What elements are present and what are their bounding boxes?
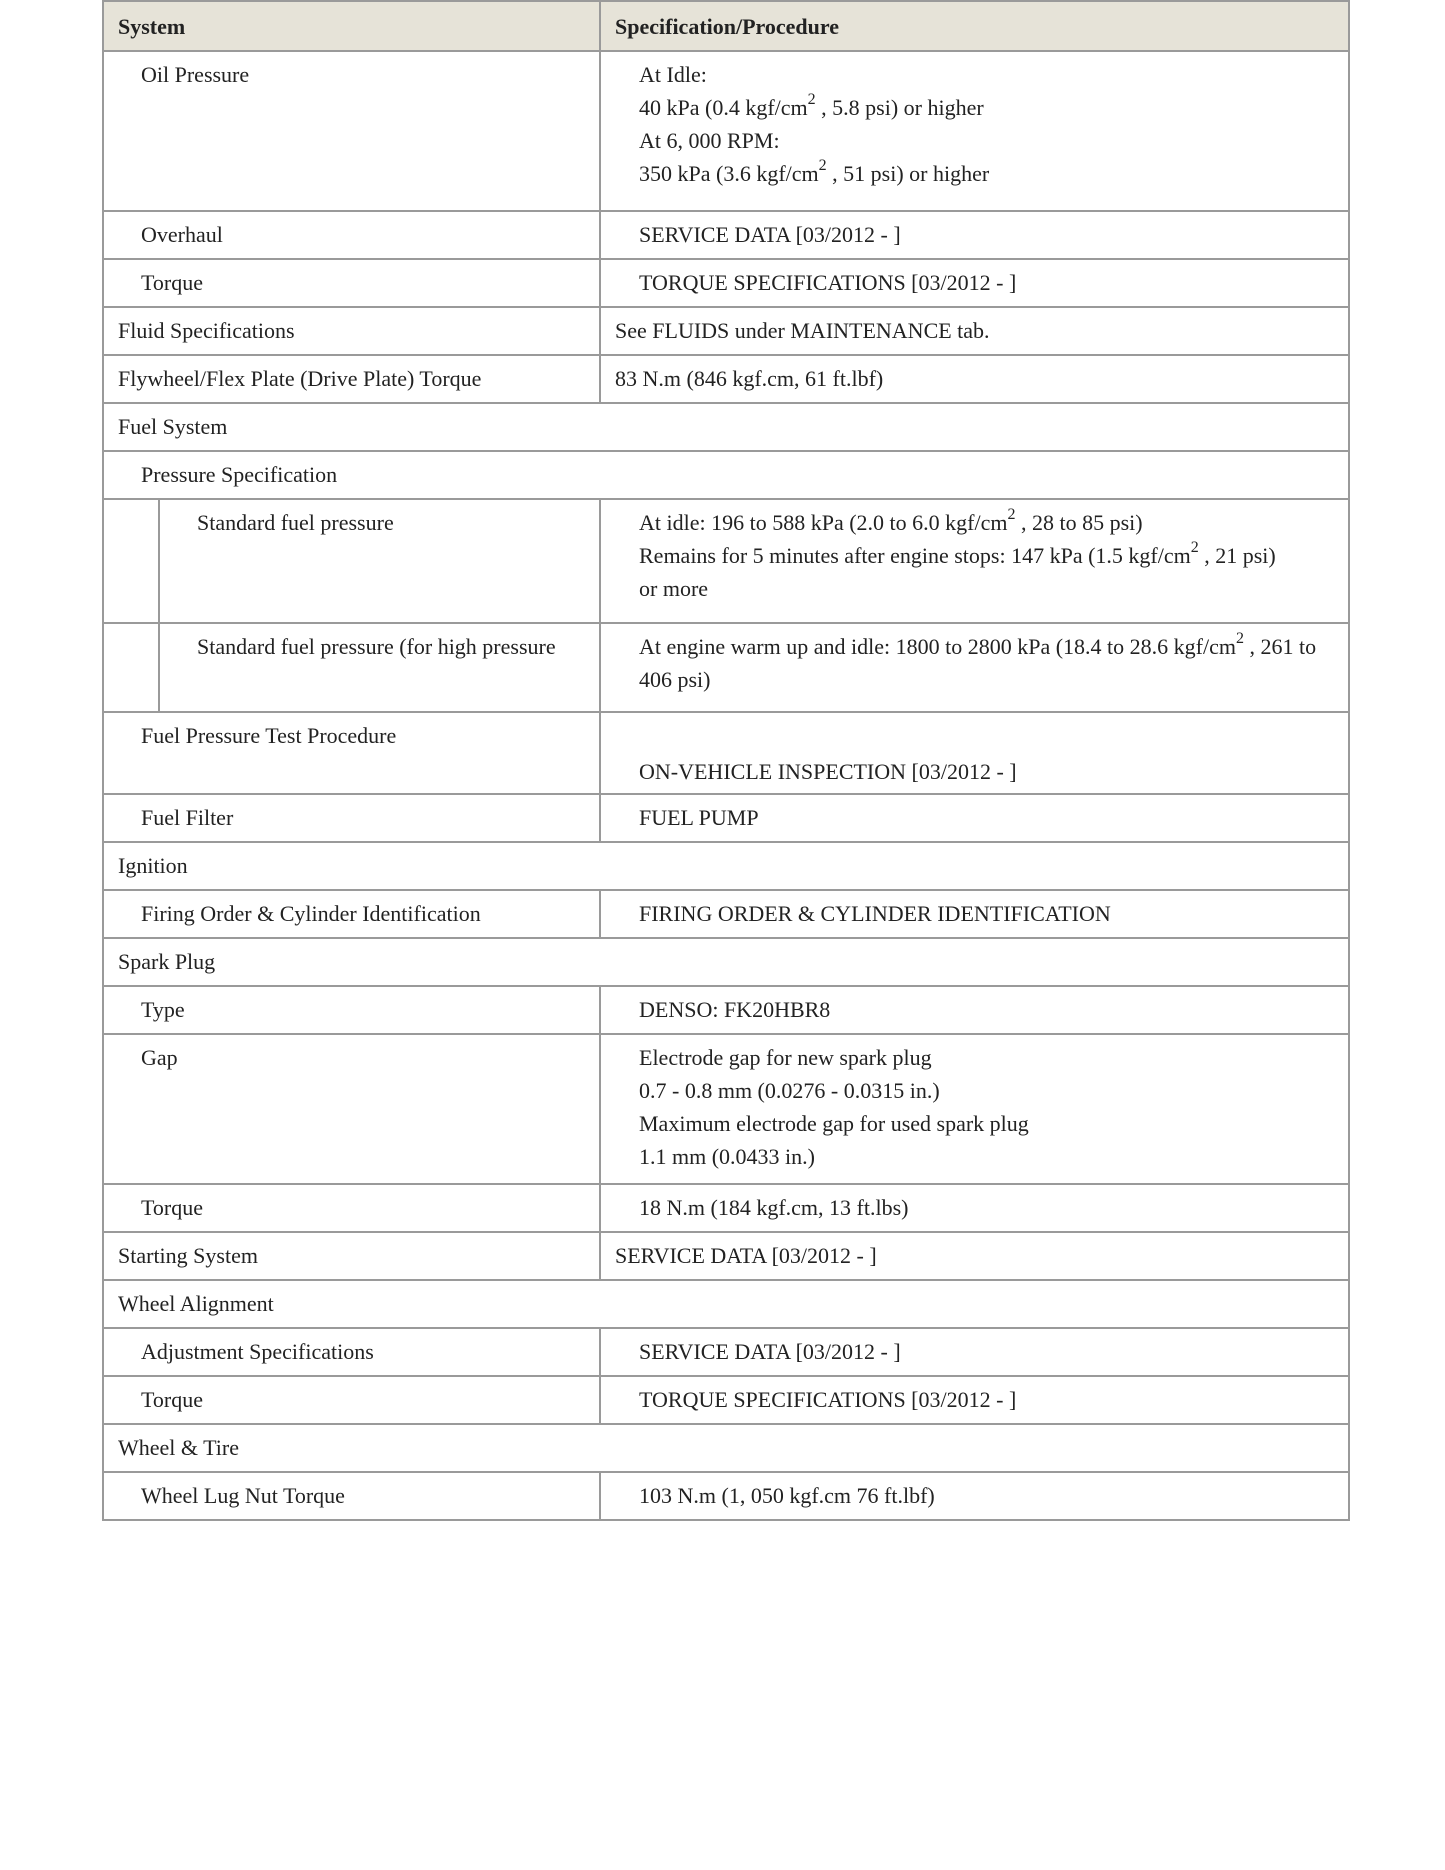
text-run: At idle: 196 to 588 kPa (2.0 to 6.0 kgf/cm [639,510,1008,535]
table-row [103,1376,1349,1424]
oil-rpm-value [639,157,1334,190]
row-label-fluid-specs: Fluid Specifications [103,307,600,355]
gap-used-heading: Maximum electrode gap for used spark plug [639,1111,1029,1136]
std-fuel-idle [639,506,1334,539]
row-value-fluid-specs: See FLUIDS under MAINTENANCE tab. [600,307,1349,355]
table-row [103,794,1349,842]
row-label-lug-nut: Wheel Lug Nut Torque [103,1472,600,1520]
row-value-plug-gap [600,1034,1349,1184]
table-row [103,211,1349,259]
table-row [103,355,1349,403]
oil-idle-heading: At Idle: [639,62,707,87]
table-section-row [103,842,1349,890]
superscript: 2 [1235,629,1244,647]
indent-cell [103,499,159,623]
std-fuel-or-more: or more [639,576,709,601]
subsection-pressure-spec: Pressure Specification [103,451,1349,499]
text-run: , 261 to 406 psi) [639,634,1317,692]
table-header-row [103,1,1349,51]
superscript: 2 [1190,538,1199,556]
table-section-row [103,1424,1349,1472]
table-row [103,986,1349,1034]
row-label-plug-gap: Gap [103,1034,600,1184]
specifications-table [102,0,1350,1521]
table-section-row [103,403,1349,451]
text-run: , 28 to 85 psi) [1015,510,1143,535]
row-value-oil-pressure [600,51,1349,211]
indent-cell [103,623,159,712]
table-row [103,1472,1349,1520]
row-value-adjustment: SERVICE DATA [03/2012 - ] [600,1328,1349,1376]
table-section-row [103,938,1349,986]
row-label-starting: Starting System [103,1232,600,1280]
oil-rpm-heading: At 6, 000 RPM: [639,128,780,153]
row-value-overhaul: SERVICE DATA [03/2012 - ] [600,211,1349,259]
superscript: 2 [807,90,816,108]
row-label-std-fuel-hp: Standard fuel pressure (for high pressure [159,623,600,712]
row-value-plug-torque: 18 N.m (184 kgf.cm, 13 ft.lbs) [600,1184,1349,1232]
text-run: 350 kPa (3.6 kgf/cm [639,161,819,186]
table-row [103,499,1349,623]
oil-idle-value [639,91,1334,124]
table-row [103,1184,1349,1232]
table-section-row [103,451,1349,499]
row-value-engine-torque: TORQUE SPECIFICATIONS [03/2012 - ] [600,259,1349,307]
row-label-alignment-torque: Torque [103,1376,600,1424]
gap-new-value: 0.7 - 0.8 mm (0.0276 - 0.0315 in.) [639,1078,940,1103]
table-row [103,51,1349,211]
text-run: , 21 psi) [1198,543,1276,568]
row-value-plug-type: DENSO: FK20HBR8 [600,986,1349,1034]
section-ignition: Ignition [103,842,1349,890]
text-run: , 51 psi) or higher [826,161,990,186]
superscript: 2 [1007,505,1016,523]
table-row [103,1034,1349,1184]
row-label-overhaul: Overhaul [103,211,600,259]
row-value-lug-nut: 103 N.m (1, 050 kgf.cm 76 ft.lbf) [600,1472,1349,1520]
column-header-spec: Specification/Procedure [600,1,1349,51]
row-value-flywheel: 83 N.m (846 kgf.cm, 61 ft.lbf) [600,355,1349,403]
table-row [103,307,1349,355]
row-label-plug-type: Type [103,986,600,1034]
text-run: , 5.8 psi) or higher [815,95,984,120]
table-row [103,1232,1349,1280]
row-value-fuel-filter: FUEL PUMP [600,794,1349,842]
row-value-std-fuel-hp [600,623,1349,712]
row-label-flywheel: Flywheel/Flex Plate (Drive Plate) Torque [103,355,600,403]
table-row [103,1328,1349,1376]
row-label-adjustment: Adjustment Specifications [103,1328,600,1376]
section-fuel-system: Fuel System [103,403,1349,451]
text-run: Remains for 5 minutes after engine stops: 147 kPa (1.5 kgf/cm [639,543,1191,568]
std-fuel-hp-value [639,630,1334,696]
row-label-oil-pressure: Oil Pressure [103,51,600,211]
table-row [103,259,1349,307]
section-spark-plug: Spark Plug [103,938,1349,986]
row-value-firing-order: FIRING ORDER & CYLINDER IDENTIFICATION [600,890,1349,938]
section-wheel-alignment: Wheel Alignment [103,1280,1349,1328]
row-value-starting: SERVICE DATA [03/2012 - ] [600,1232,1349,1280]
row-label-std-fuel: Standard fuel pressure [159,499,600,623]
row-label-fuel-filter: Fuel Filter [103,794,600,842]
row-label-fuel-test: Fuel Pressure Test Procedure [103,712,600,794]
row-value-alignment-torque: TORQUE SPECIFICATIONS [03/2012 - ] [600,1376,1349,1424]
table-section-row [103,1280,1349,1328]
section-wheel-tire: Wheel & Tire [103,1424,1349,1472]
table-row [103,712,1349,794]
gap-new-heading: Electrode gap for new spark plug [639,1045,932,1070]
text-run: At engine warm up and idle: 1800 to 2800 kPa (18.4 to 28.6 kgf/cm [639,634,1236,659]
row-label-engine-torque: Torque [103,259,600,307]
superscript: 2 [818,156,827,174]
row-value-std-fuel [600,499,1349,623]
row-value-fuel-test: ON-VEHICLE INSPECTION [03/2012 - ] [600,712,1349,794]
table-row [103,890,1349,938]
row-label-plug-torque: Torque [103,1184,600,1232]
gap-used-value: 1.1 mm (0.0433 in.) [639,1144,815,1169]
row-label-firing-order: Firing Order & Cylinder Identification [103,890,600,938]
column-header-system: System [103,1,600,51]
std-fuel-remains [639,539,1334,572]
table-row [103,623,1349,712]
text-run: 40 kPa (0.4 kgf/cm [639,95,808,120]
